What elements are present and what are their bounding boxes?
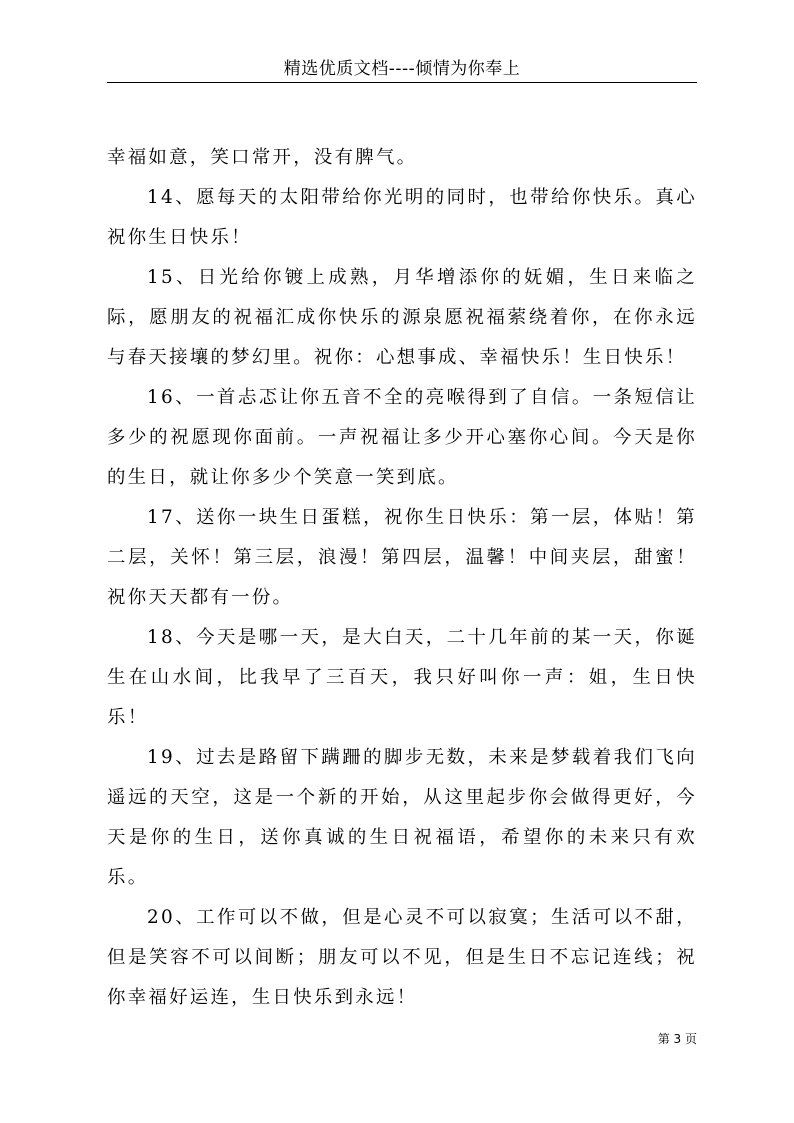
paragraph-20: 20、工作可以不做，但是心灵不可以寂寞；生活可以不甜，但是笑容不可以间断；朋友可以不见，但是生日不忘记连线；祝你幸福好运连，生日快乐到永远！	[107, 907, 697, 1008]
paragraph-19: 19、过去是路留下蹒跚的脚步无数，未来是梦载着我们飞向遥远的天空，这是一个新的开始，从这里起步你会做得更好，今天是你的生日，送你真诚的生日祝福语，希望你的未来只有欢乐。	[107, 747, 697, 888]
header-title: 精选优质文档----倾情为你奉上	[283, 59, 521, 79]
paragraph-18: 18、今天是哪一天，是大白天，二十几年前的某一天，你诞生在山水间，比我早了三百天，我只好叫你一声：姐，生日快乐！	[107, 627, 697, 728]
paragraph-continuation: 幸福如意，笑口常开，没有脾气。	[107, 147, 418, 168]
page-number-label: 第 3 页	[657, 1032, 697, 1046]
paragraph-16: 16、一首忐忑让你五音不全的亮喉得到了自信。一条短信让多少的祝愿现你面前。一声祝福让多少开心塞你心间。今天是你的生日，就让你多少个笑意一笑到底。	[107, 387, 697, 488]
paragraph-17: 17、送你一块生日蛋糕，祝你生日快乐：第一层，体贴！第二层，关怀！第三层，浪漫！第四层，温馨！中间夹层，甜蜜！祝你天天都有一份。	[107, 507, 697, 608]
page-number	[658, 1031, 697, 1047]
paragraph-14: 14、愿每天的太阳带给你光明的同时，也带给你快乐。真心祝你生日快乐！	[107, 187, 697, 248]
paragraph-15: 15、日光给你镀上成熟，月华增添你的妩媚，生日来临之际，愿朋友的祝福汇成你快乐的源泉愿祝福萦绕着你，在你永远与春天接壤的梦幻里。祝你：心想事成、幸福快乐！生日快乐！	[107, 267, 697, 368]
document-body	[107, 138, 697, 1018]
page-header	[107, 56, 697, 83]
